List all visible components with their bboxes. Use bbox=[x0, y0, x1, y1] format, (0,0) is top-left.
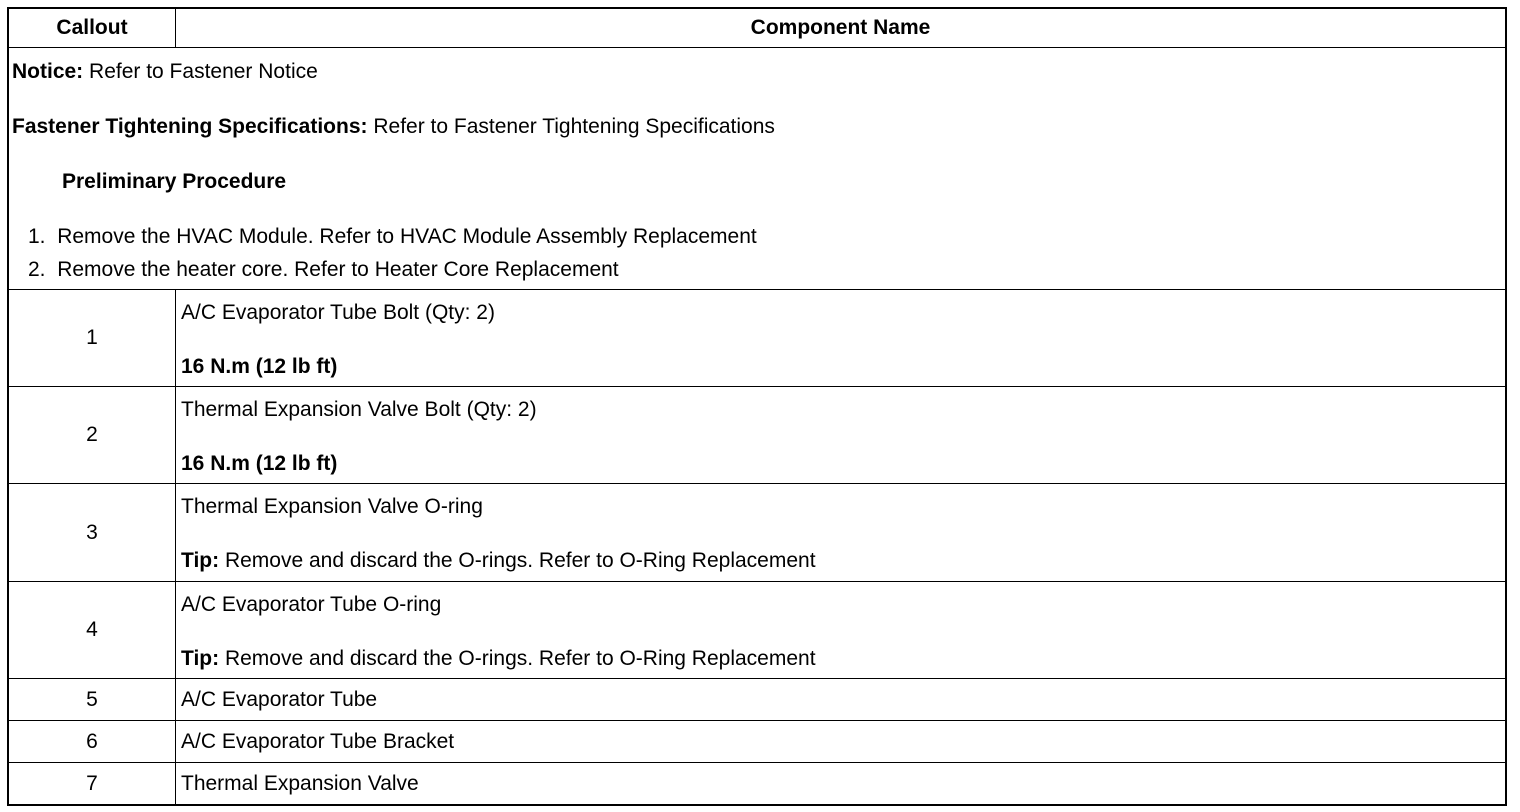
column-header-component-name: Component Name bbox=[750, 15, 931, 39]
spec-line bbox=[12, 115, 775, 139]
component-name: A/C Evaporator Tube bbox=[181, 688, 378, 711]
notice-line bbox=[12, 60, 318, 84]
column-divider bbox=[175, 763, 176, 804]
table-row bbox=[9, 484, 1505, 582]
column-divider bbox=[175, 721, 176, 762]
tip-line bbox=[181, 549, 816, 573]
table-row bbox=[9, 387, 1505, 484]
tip-line bbox=[181, 647, 816, 671]
tip-text: Remove and discard the O-rings. Refer to bbox=[219, 549, 620, 572]
callout-number: 2 bbox=[86, 423, 98, 446]
column-divider bbox=[175, 9, 176, 47]
column-divider bbox=[175, 290, 176, 386]
column-divider bbox=[175, 387, 176, 483]
callout-number: 5 bbox=[86, 687, 98, 711]
callout-number: 6 bbox=[86, 729, 98, 753]
tip-label: Tip: bbox=[181, 647, 220, 670]
callout-number: 7 bbox=[86, 771, 98, 795]
component-name: A/C Evaporator Tube O-ring bbox=[181, 593, 442, 616]
notice-label: Notice: bbox=[12, 60, 84, 83]
component-table bbox=[7, 7, 1507, 806]
column-divider bbox=[175, 582, 176, 678]
component-name: A/C Evaporator Tube Bracket bbox=[181, 730, 455, 753]
table-row bbox=[9, 290, 1505, 387]
tip-text: Remove and discard the O-rings. Refer to bbox=[219, 647, 620, 670]
torque-spec: 16 N.m (12 lb ft) bbox=[181, 452, 338, 475]
step-number: 1. bbox=[28, 225, 46, 248]
table-row bbox=[9, 582, 1505, 679]
step-number: 2. bbox=[28, 258, 46, 281]
torque-spec: 16 N.m (12 lb ft) bbox=[181, 355, 338, 378]
callout-number: 3 bbox=[86, 520, 98, 544]
component-name: Thermal Expansion Valve O-ring bbox=[181, 495, 483, 518]
column-header-callout: Callout bbox=[56, 15, 128, 39]
intro-section bbox=[9, 48, 1505, 290]
table-row bbox=[9, 679, 1505, 721]
component-name: A/C Evaporator Tube Bolt (Qty: 2) bbox=[181, 301, 495, 324]
step-text: Remove the HVAC Module. Refer to bbox=[57, 225, 400, 248]
tip-link[interactable]: O-Ring Replacement bbox=[619, 647, 816, 670]
table-row bbox=[9, 721, 1505, 763]
table-row bbox=[9, 763, 1505, 804]
column-divider bbox=[175, 679, 176, 720]
tip-label: Tip: bbox=[181, 549, 220, 572]
column-divider bbox=[175, 484, 176, 581]
step-link[interactable]: HVAC Module Assembly Replacement bbox=[399, 225, 757, 248]
spec-label: Fastener Tightening Specifications: bbox=[12, 115, 368, 138]
callout-number: 4 bbox=[86, 618, 98, 641]
notice-text: Refer to Fastener Notice bbox=[83, 60, 318, 83]
component-name: Thermal Expansion Valve bbox=[181, 772, 419, 795]
step-item bbox=[28, 258, 619, 282]
callout-number: 1 bbox=[86, 326, 98, 349]
step-item bbox=[28, 225, 757, 249]
spec-text: Refer to Fastener Tightening Specifications bbox=[367, 115, 775, 138]
step-text: Remove the heater core. Refer to bbox=[57, 258, 375, 281]
component-name: Thermal Expansion Valve Bolt (Qty: 2) bbox=[181, 398, 537, 421]
table-header-row bbox=[9, 9, 1505, 48]
step-link[interactable]: Heater Core Replacement bbox=[374, 258, 619, 281]
tip-link[interactable]: O-Ring Replacement bbox=[619, 549, 816, 572]
preliminary-procedure-title: Preliminary Procedure bbox=[62, 170, 287, 193]
